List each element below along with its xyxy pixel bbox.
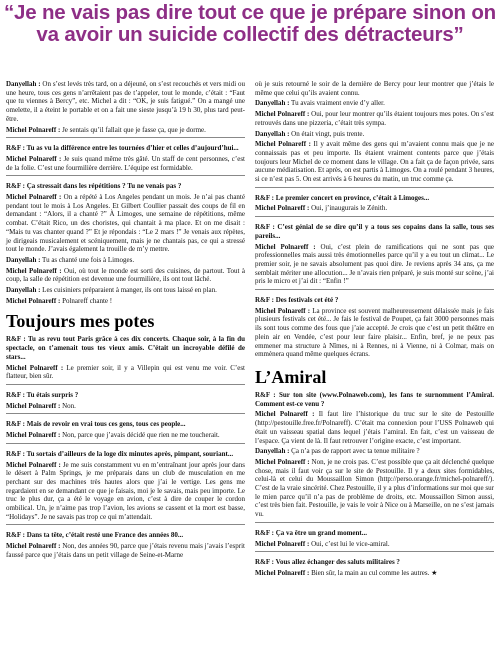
paragraph: Michel Polnareff : Non, des années 90, parce que j’étais revenu mais j’avais l’esprit faussé parce que j’étais dans un petit village de Seine-et-Marne: [6, 542, 245, 559]
speaker-name: Michel Polnareff :: [6, 125, 61, 134]
speaker-name: Michel Polnareff :: [6, 401, 61, 410]
speaker-name: Michel Polnareff :: [6, 542, 61, 551]
question: R&F : Tu as revu tout Paris grâce à ces dix concerts. Chaque soir, à la fin du spectacle, on t’amenait tous tes vieux amis. C’était un incroyable défilé de stars...: [6, 335, 245, 361]
question: R&F : Dans ta tête, c’était resté une France des années 80...: [6, 531, 184, 540]
speaker-name: Michel Polnareff :: [255, 306, 311, 315]
speaker-name: Michel Polnareff :: [6, 266, 62, 275]
paragraph: Michel Polnareff : Oui, où tout le monde est sorti des cuisines, de partout. Tout à coup, la salle de répétition est devenue une fourmilière, ils ont tout lâché.: [6, 266, 245, 284]
divider: [6, 137, 245, 138]
speaker-name: Michel Polnareff :: [255, 539, 310, 548]
speaker-name: Michel Polnareff :: [6, 296, 61, 305]
speaker-name: Michel Polnareff :: [255, 110, 310, 119]
speaker-name: Danyellah :: [255, 129, 290, 138]
question: R&F : C’est génial de se dire qu’il y a tous ses copains dans la salle, tous ses pareils...: [255, 223, 494, 240]
paragraph: Michel Polnareff : Le premier soir, il y a Villepin qui est venu me voir. C’est flatteur, bien sûr.: [6, 363, 245, 381]
speaker-name: Danyellah :: [255, 447, 290, 456]
paragraph: Michel Polnareff : La province est souvent malheureusement délaissée mais je fais plusieurs festivals cet été... Je fais le festival de Poupet, ça fait 3000 personnes mais ils sont tous comme des fous que j’aie accepté. Je crois que c’est un petit théâtre en plein air en Vendée, c’est pour leur faire plaisir... Enfin, bref, je ne peux pas emmener ma structure à Nîmes, ni à Rennes, ni à Vienne, ni à Colmar, mais on emmènera quand même quelques écrans.: [255, 306, 494, 359]
paragraph: Michel Polnareff : Bien sûr, la main au cul comme les autres. ★: [255, 568, 438, 577]
speaker-name: Danyellah :: [6, 255, 41, 264]
divider: [6, 384, 245, 385]
paragraph: Danyellah : Ça n’a pas de rapport avec ta tenue militaire ?: [255, 447, 420, 456]
speaker-name: Michel Polnareff :: [6, 154, 62, 163]
speaker-name: Michel Polnareff :: [6, 363, 64, 372]
question: R&F : Le premier concert en province, c’était à Limoges...: [255, 193, 430, 202]
speaker-name: Michel Polnareff :: [255, 457, 310, 466]
question: R&F : Vous allez échanger des saluts militaires ?: [255, 558, 400, 567]
speaker-name: Danyellah :: [6, 286, 41, 295]
divider: [255, 187, 494, 188]
paragraph: Michel Polnareff : Je suis quand même très gâté. Un staff de cent personnes, c’est de la folie. C’est une fourmilière derrière. L’équipe est formidable.: [6, 154, 245, 172]
question: R&F : Ça stressait dans les répétitions ? Tu ne venais pas ?: [6, 182, 182, 191]
question: R&F : Des festivals cet été ?: [255, 296, 339, 305]
paragraph: Michel Polnareff : Polnareff chante !: [6, 296, 113, 305]
question: R&F : Mais de revoir en vrai tous ces gens, tous ces people...: [6, 420, 186, 429]
paragraph: où je suis retourné le soir de la dernière de Bercy pour leur montrer que j’étais le même que celui qu’ils avaient connu.: [255, 80, 494, 97]
paragraph: Michel Polnareff : Non.: [6, 401, 76, 410]
divider: [6, 175, 245, 176]
divider: [255, 289, 494, 290]
divider: [255, 522, 494, 523]
speaker-name: Michel Polnareff :: [6, 193, 62, 202]
paragraph: Michel Polnareff : Oui, j’inaugurais le Zénith.: [255, 204, 388, 213]
speaker-name: Danyellah :: [255, 99, 290, 108]
speaker-name: Michel Polnareff :: [6, 431, 61, 440]
question: R&F : Tu sortais d’ailleurs de la loge dix minutes après, pimpant, souriant...: [6, 449, 234, 458]
paragraph: Michel Polnareff : Oui, c’est plein de ramifications qui ne sont pas que professionnelles mais aussi très émotionnelles parce qu’il y a eu tout un climat... Le premier soir, je ne savais absolument pas quoi dire. Je reviens après 34 ans, ça me semblait mériter une allocution... Je n’avais rien préparé, je suis monté sur scène, j’ai pris le micro et j’ai dit : “Enfin !”: [255, 242, 494, 286]
paragraph: Michel Polnareff : Je sentais qu’il fallait que je fasse ça, que je dorme.: [6, 125, 206, 134]
right-column: [255, 80, 494, 580]
paragraph: Michel Polnareff : Il y avait même des gens qui m’avaient connu mais que je ne connaissais pas et peu importe. Ils étaient vraiment contents parce que j’étais toujours leur Michel de ce moment dans le village. On a fait ça de façon privée, sans aucune médiatisation. Et après, on est partis à Limoges. On a roulé pendant 3 heures, si ce n’est pas 5. On est arrivés à 6 heures du matin, un truc comme ça.: [255, 140, 494, 184]
paragraph: Danyellah : On était vingt, puis trente.: [255, 129, 365, 138]
paragraph: Danyellah : Les cuisiniers préparaient à manger, ils ont tous laissé en plan.: [6, 286, 217, 295]
paragraph: Michel Polnareff : On a répété à Los Angeles pendant un mois. Je n’ai pas chanté pendant tout le mois à Los Angeles. Et Gilbert Coullier passait des coups de fil en demandant : “Alors, il a chanté ?” À Limoges, une semaine de répétitions, même combat. C’était Rico, un des choristes, qui chantait à ma place. Et on me disait : “Mais tu vas chanter quand ?” Et je répondais : “Le 2 mars !” Je venais aux répètes, je dirigeais musicalement et scéniquement, mais je ne chantais pas, ce qui a stressé tout le monde. J’avais également la trouille de m’y mettre.: [6, 193, 245, 254]
divider: [6, 524, 245, 525]
page-headline: “Je ne vais pas dire tout ce que je prépare sinon on va avoir un suicide collectif des détracteurs”: [4, 1, 497, 46]
divider: [6, 413, 245, 414]
speaker-name: Michel Polnareff :: [6, 460, 61, 469]
paragraph: Michel Polnareff : Je me suis constamment vu en m’entraînant jour après jour dans le désert à Palm Springs, je me préparais dans un club de musculation en me perchant sur des machines très hautes alors que j’ai le vertige. Les gens me regardaient en se demandant ce que je faisais, moi je le savais, mais peu importe. Le truc le plus dur, ça a été le voyage en avion, c’est à dire de couper le cordon ombilical. Un, je n’aime pas trop l’avion, les avions se cassent et la mort est basse, “Holidays”. Je ne savais pas trop ce qui m’attendait.: [6, 460, 245, 521]
speaker-name: Michel Polnareff :: [255, 568, 310, 577]
speaker-name: Michel Polnareff :: [255, 204, 310, 213]
section-heading: L’Amiral: [255, 366, 327, 387]
speaker-name: Michel Polnareff :: [255, 410, 315, 419]
divider: [6, 443, 245, 444]
paragraph: Michel Polnareff : Non, parce que j’avais décidé que rien ne me toucherait.: [6, 431, 220, 440]
section-heading: Toujours mes potes: [6, 311, 155, 332]
speaker-name: Michel Polnareff :: [255, 242, 316, 251]
question: R&F : Tu étais surpris ?: [6, 390, 79, 399]
question: R&F : Sur ton site (www.Polnaweb.com), les fans te surnomment l’Amiral. Comment est-ce venu ?: [255, 390, 494, 408]
divider: [255, 216, 494, 217]
paragraph: Michel Polnareff : Oui, c’est lui le vice-amiral.: [255, 539, 390, 548]
paragraph: Danyellah : Tu as chanté une fois à Limoges.: [6, 255, 135, 264]
paragraph: Michel Polnareff : Non, je ne crois pas. C’est possible que ça ait déclenché quelque chose, mais il faut voir ça sur le site de Pestouille. Il y a deux sites formidables, celui-là et celui du Moussaillon Simon (http://perso.orange.fr/michel-polnareff/). C’est de la vraie sincérité. Chez Pestouille, il y a plus d’informations sur moi que sur le mien parce qu’il n’a pas de problème de droits, etc. Moussaillon Simon aussi, c’est très bien fait. Pestouille, je vais le voir à Nice ou à Marseille, on ne s’est jamais vu.: [255, 457, 494, 519]
speaker-name: Danyellah :: [6, 80, 41, 88]
paragraph: Danyellah : On s’est levés très tard, on a déjeuné, on s’est recouchés et vers midi ou une heure, tous ces gens n’arrêtaient pas de t’appeler, tout le monde, c’était : “Faut que tu viennes à Bercy”, etc. Michel a dit : “OK, je suis fatigué.” On a mangé une omelette, il a éteint le portable et on a fait une sieste jusqu’à 19 h 30, plus tard peut-être.: [6, 80, 246, 123]
divider: [255, 551, 494, 552]
paragraph: Michel Polnareff : Il faut lire l’historique du truc sur le site de Pestouille (http://pestouille.free.fr/Polnareff). C’était ma connexion pour l’USS Polnaweb qui était un vaisseau spatial dans lequel j’étais l’amiral. En fait, c’est un vaisseau de l’espace. Ça vient de là. Il faut retrouver l’origine exacte, c’est important.: [255, 410, 494, 445]
question: R&F : Ça va être un grand moment...: [255, 528, 367, 537]
paragraph: Danyellah : Tu avais vraiment envie d’y aller.: [255, 99, 385, 108]
article-columns: [6, 80, 494, 580]
left-column: [6, 80, 245, 580]
speaker-name: Michel Polnareff :: [255, 140, 311, 149]
question: R&F : Tu as vu la différence entre les tournées d’hier et celles d’aujourd’hui...: [6, 144, 239, 153]
paragraph: Michel Polnareff : Oui, pour leur montrer qu’ils étaient toujours mes potes. On s’est retrouvés dans une pizzeria, c’était très sympa.: [255, 110, 494, 127]
